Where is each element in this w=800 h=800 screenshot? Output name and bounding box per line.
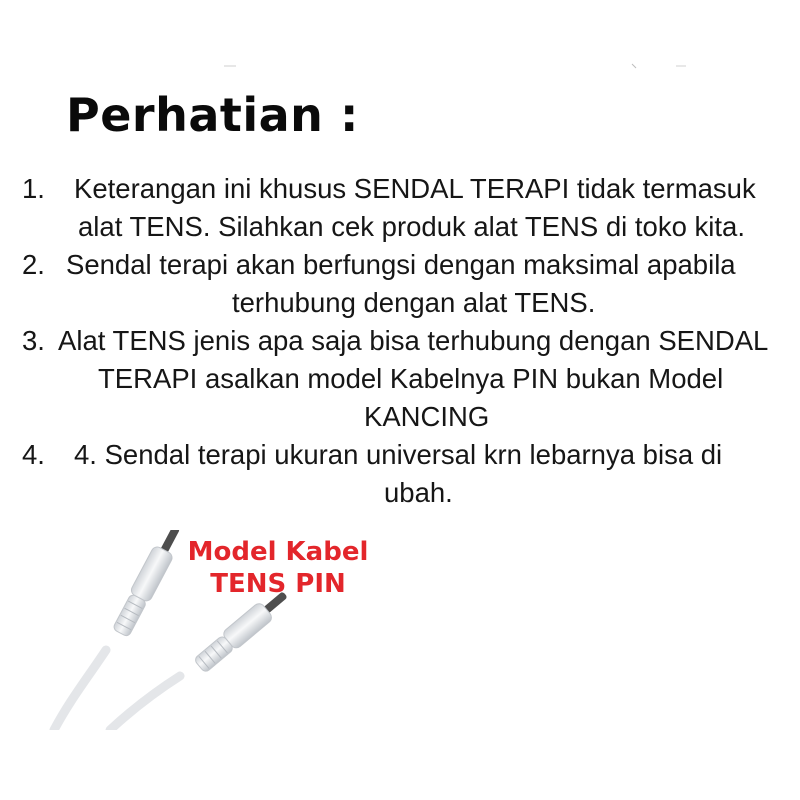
list-item-line: Sendal terapi akan berfungsi dengan maksimal apabila	[66, 249, 736, 280]
list-item	[0, 322, 800, 436]
notes-list	[0, 170, 800, 512]
cable-wire	[110, 676, 180, 730]
list-item-line: KANCING	[364, 401, 490, 432]
list-item-line: TERAPI asalkan model Kabelnya PIN bukan Model	[98, 363, 724, 394]
page-title: Perhatian :	[66, 88, 359, 142]
list-item-number: 4.	[22, 439, 45, 470]
list-item-line: alat TENS. Silahkan cek produk alat TENS di toko kita.	[78, 211, 745, 242]
list-item-line: 4. Sendal terapi ukuran universal krn lebarnya bisa di	[74, 439, 723, 470]
list-item	[0, 436, 800, 512]
list-item-number: 2.	[22, 249, 45, 280]
list-item	[0, 246, 800, 322]
cable-caption-line: Model Kabel	[187, 537, 369, 567]
cable-caption-line: TENS PIN	[210, 569, 346, 599]
list-item-line: Alat TENS jenis apa saja bisa terhubung dengan SENDAL	[58, 325, 769, 356]
list-item-number: 3.	[22, 325, 45, 356]
cable-wire	[54, 650, 106, 730]
list-item-line: terhubung dengan alat TENS.	[232, 287, 596, 318]
cable-caption	[168, 536, 388, 600]
list-item-line: ubah.	[384, 477, 453, 508]
list-item-number: 1.	[22, 173, 45, 204]
list-item-line: Keterangan ini khusus SENDAL TERAPI tidak termasuk	[74, 173, 756, 204]
list-item	[0, 170, 800, 246]
top-edge-marks	[0, 62, 800, 70]
